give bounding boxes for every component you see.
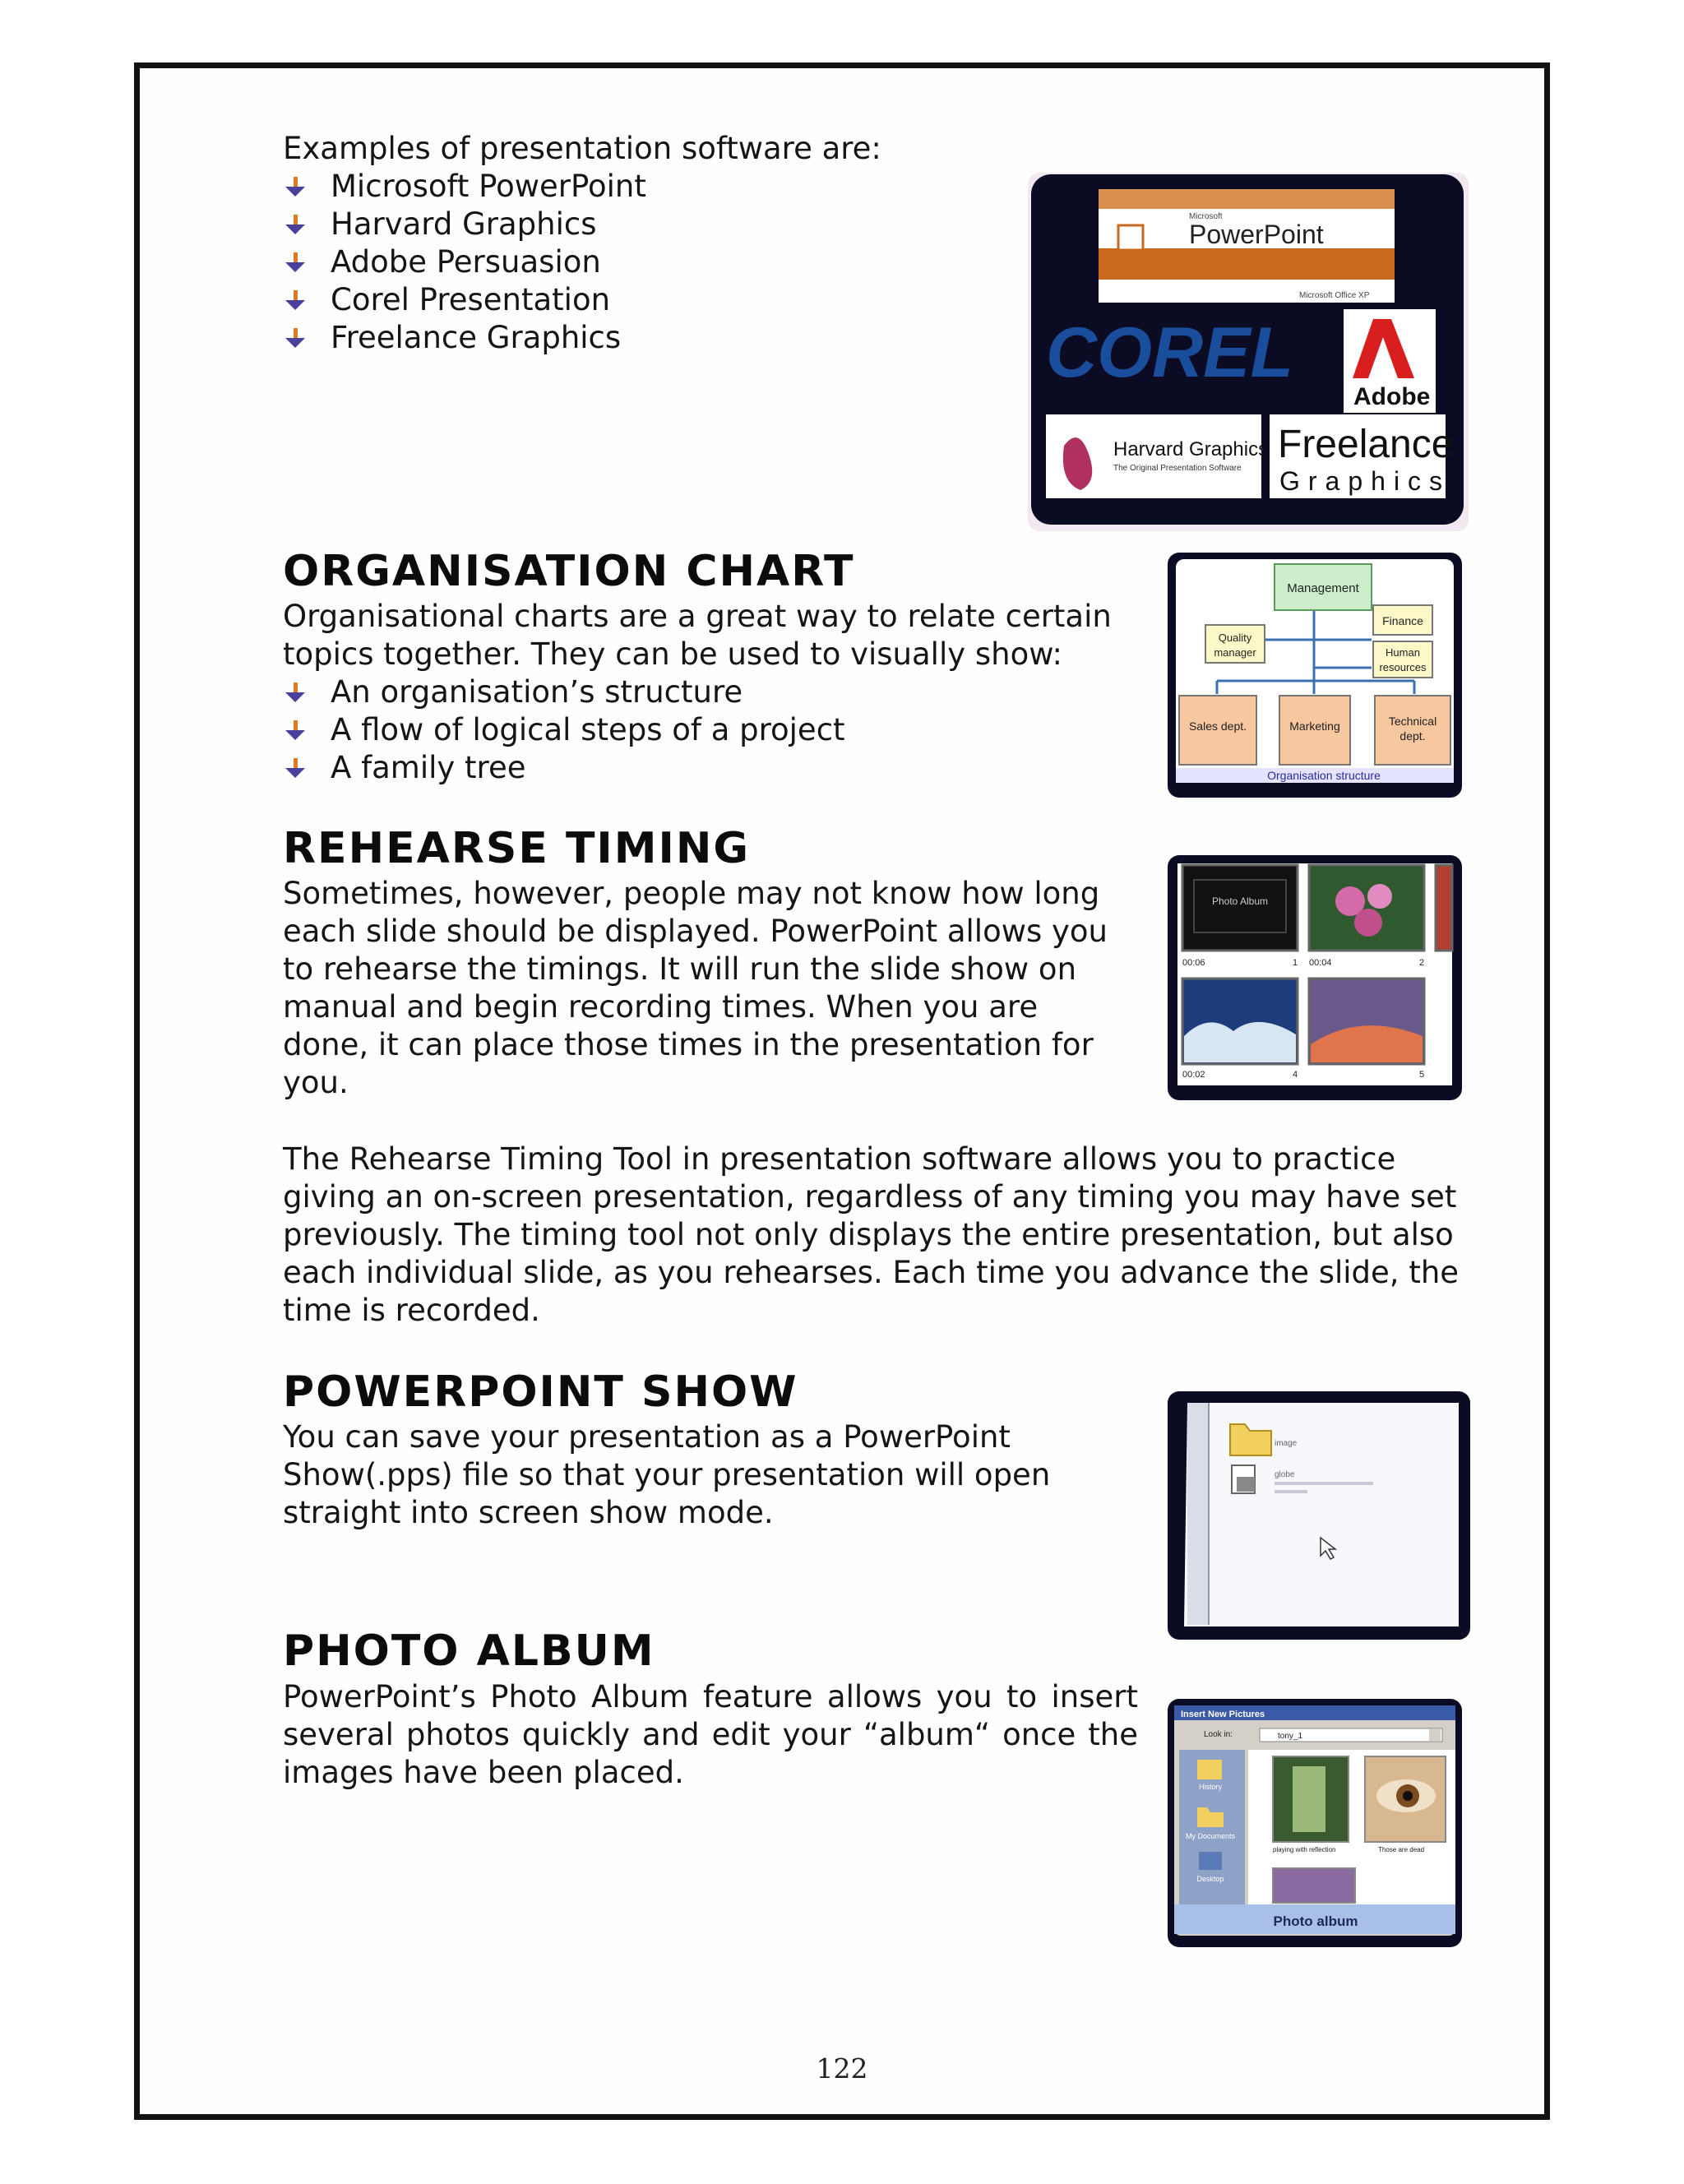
org-chart-caption: Organisation structure [1267, 769, 1381, 782]
software-list [283, 168, 881, 357]
corel-logo-text: COREL [1046, 313, 1293, 392]
intro-section [283, 130, 881, 357]
management-box-label: Management [1287, 581, 1359, 595]
org-chart-paragraph: Organisational charts are a great way to relate certain topics together. They can be used to visually show: [283, 599, 1112, 672]
rehearse-paragraph-2: The Rehearse Timing Tool in presentation software allows you to practice giving an on-screen presentation, regardless of any timing you may have set previously. The timing tool not only displays the entire presentation, but also each individual slide, as you rehearses. Each time you advance the slide, the time is recorded. [283, 1141, 1460, 1328]
slide-time-2: 00:04 [1309, 958, 1332, 968]
manager-label: manager [1214, 646, 1256, 659]
org-chart-diagram [1168, 553, 1462, 798]
pointing-hand-bullet-icon [283, 326, 308, 349]
org-chart-list [283, 673, 1138, 787]
dept-label: dept. [1399, 729, 1426, 743]
list-item [283, 243, 881, 281]
list-item-label: Harvard Graphics [331, 206, 597, 242]
pointing-hand-bullet-icon [283, 289, 308, 312]
list-item-label: Adobe Persuasion [331, 244, 601, 280]
harvard-tagline-text: The Original Presentation Software [1113, 464, 1242, 473]
page-number: 122 [816, 2052, 868, 2085]
list-item [283, 749, 1138, 787]
quality-label: Quality [1218, 632, 1252, 644]
pointing-hand-bullet-icon [283, 213, 308, 236]
list-item-label: Microsoft PowerPoint [331, 169, 646, 204]
pointing-hand-bullet-icon [283, 757, 308, 780]
photo-caption-1: playing with reflection [1273, 1846, 1336, 1853]
adobe-logo-text: Adobe [1353, 383, 1431, 410]
finance-label: Finance [1382, 614, 1423, 627]
list-item-label: A family tree [331, 750, 526, 785]
slide-title-text: Photo Album [1211, 895, 1269, 907]
marketing-label: Marketing [1289, 720, 1340, 733]
org-chart-heading: ORGANISATION CHART [283, 547, 855, 596]
pointing-hand-bullet-icon [283, 175, 308, 198]
list-item-label: An organisation’s structure [331, 674, 743, 710]
harvard-logo-text: Harvard Graphics [1113, 438, 1269, 460]
resources-label: resources [1379, 661, 1427, 673]
pps-paragraph: You can save your presentation as a PowerPoint Show(.pps) file so that your presentation will open straight into screen show mode. [283, 1419, 1051, 1530]
pps-heading: POWERPOINT SHOW [283, 1367, 798, 1417]
rehearse-heading: REHEARSE TIMING [283, 824, 751, 873]
slide-sorter-image [1168, 855, 1462, 1100]
intro-text: Examples of presentation software are: [283, 131, 881, 166]
dialog-title-text: Insert New Pictures [1181, 1710, 1265, 1719]
my-documents-nav: My Documents [1185, 1832, 1236, 1840]
slide-number-3: 4 [1293, 1070, 1298, 1080]
file-label: globe [1275, 1470, 1295, 1479]
pointing-hand-bullet-icon [283, 719, 308, 742]
slide-number-1: 1 [1293, 958, 1298, 968]
photo-album-image [1168, 1699, 1462, 1947]
desktop-nav: Desktop [1196, 1875, 1224, 1883]
pointing-hand-bullet-icon [283, 681, 308, 704]
album-paragraph: PowerPoint’s Photo Album feature allows you to insert several photos quickly and edit your “album“ once the images have been placed. [283, 1679, 1138, 1790]
slide-time-3: 00:02 [1182, 1070, 1205, 1080]
powerpoint-logo-text: PowerPoint [1189, 220, 1324, 249]
pps-file-image [1168, 1391, 1470, 1640]
list-item [283, 168, 881, 206]
list-item-label: Corel Presentation [331, 282, 611, 317]
photo-album-caption: Photo album [1273, 1913, 1358, 1929]
folder-label: image [1275, 1439, 1298, 1448]
list-item [283, 281, 881, 319]
technical-label: Technical [1388, 715, 1437, 728]
powerpoint-brand-text: Microsoft [1189, 212, 1223, 221]
human-label: Human [1386, 646, 1420, 659]
software-logos-image [1028, 173, 1469, 531]
freelance-logo-text: Freelance [1278, 423, 1454, 466]
list-item-label: Freelance Graphics [331, 320, 622, 355]
look-in-label: Look in: [1204, 1730, 1233, 1739]
slide-time-1: 00:06 [1182, 958, 1205, 968]
list-item-label: A flow of logical steps of a project [331, 712, 845, 747]
office-xp-text: Microsoft Office XP [1299, 291, 1370, 300]
slide-number-2: 2 [1419, 958, 1425, 968]
photo-caption-2: Those are dead [1378, 1846, 1425, 1853]
sales-label: Sales dept. [1188, 720, 1247, 733]
org-chart-section [283, 598, 1138, 787]
slide-number-4: 5 [1419, 1070, 1425, 1080]
folder-select-value: tony_1 [1278, 1732, 1303, 1741]
list-item [283, 711, 1138, 749]
freelance-graphics-text: Graphics [1279, 466, 1451, 496]
pointing-hand-bullet-icon [283, 251, 308, 274]
rehearse-paragraph-1: Sometimes, however, people may not know how long each slide should be displayed. PowerPoint allows you to rehearse the timings. It will run the slide show on manual and begin recording times. When you are done, it can place those times in the presentation for you. [283, 876, 1108, 1100]
list-item [283, 206, 881, 243]
history-nav: History [1198, 1783, 1223, 1791]
list-item [283, 673, 1138, 711]
list-item [283, 319, 881, 357]
album-heading: PHOTO ALBUM [283, 1626, 655, 1676]
